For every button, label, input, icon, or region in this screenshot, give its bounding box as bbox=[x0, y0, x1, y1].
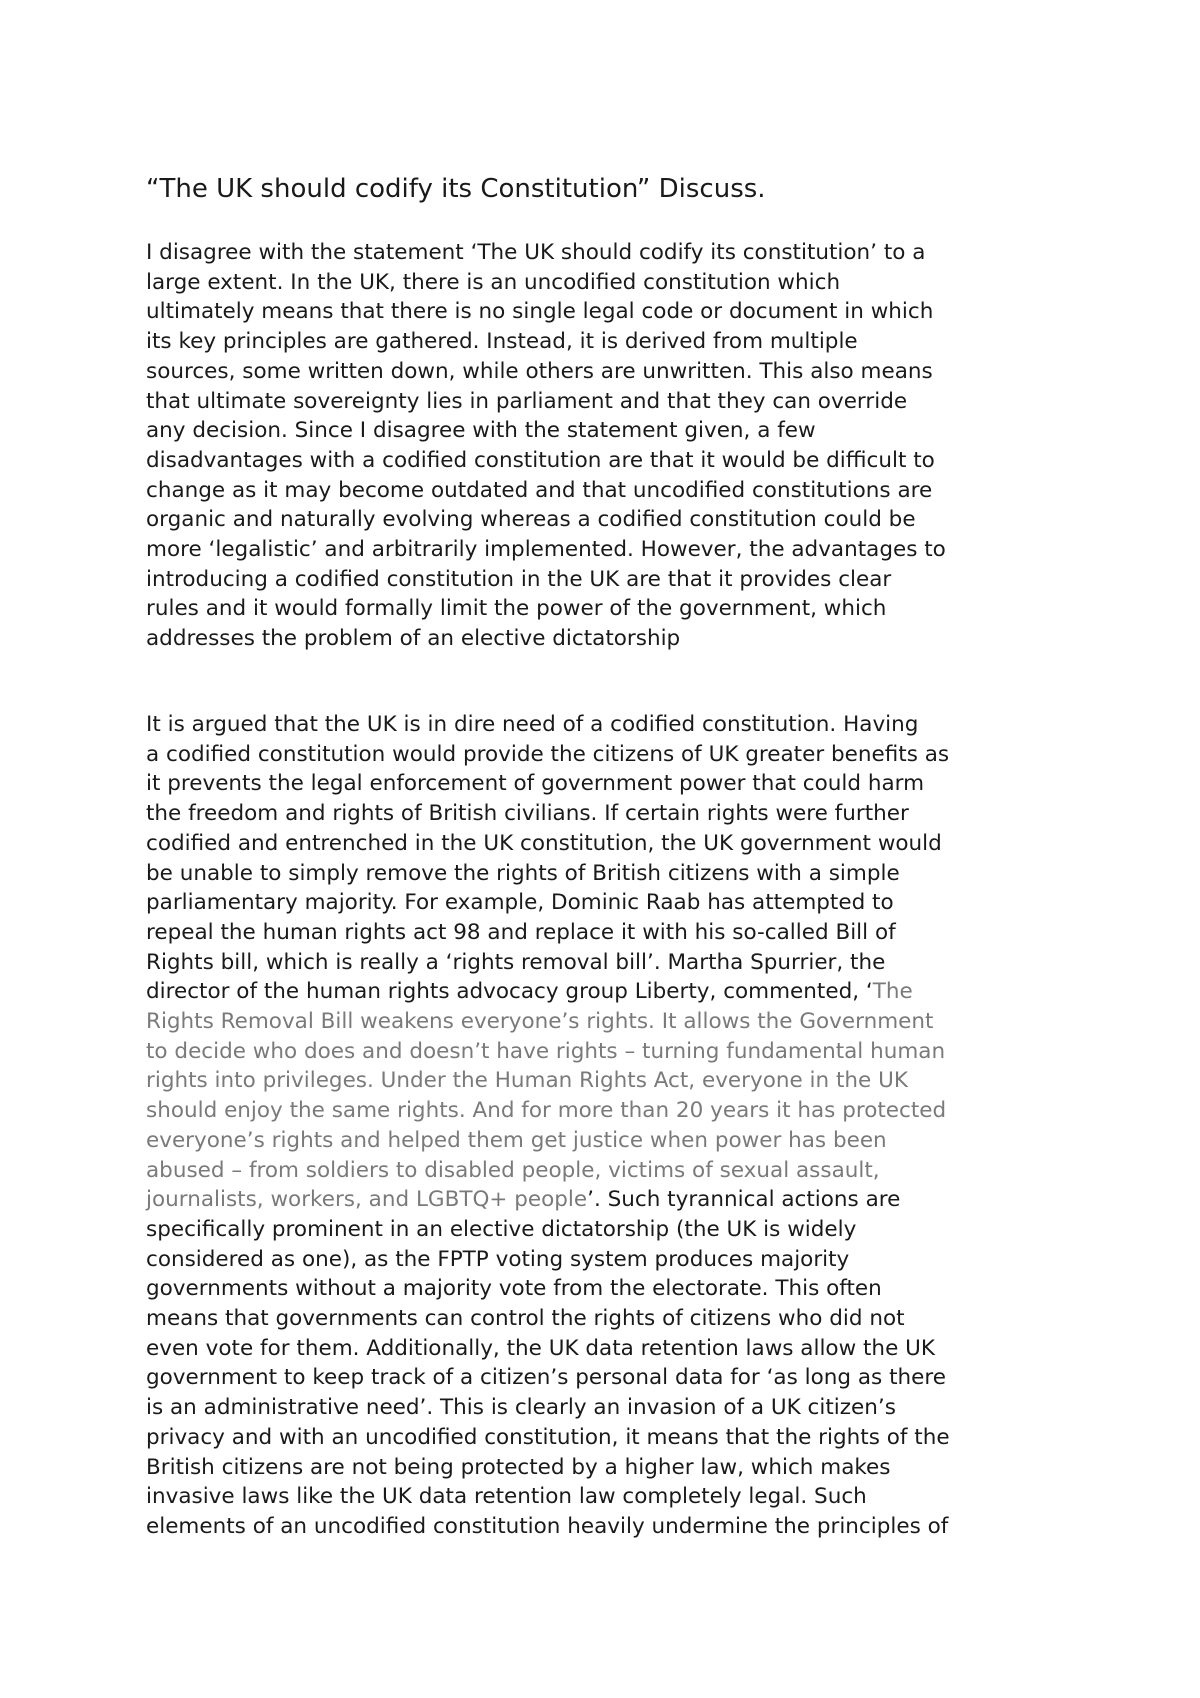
text-line: ultimately means that there is no single legal code or document in which bbox=[146, 299, 934, 325]
text-line: codified and entrenched in the UK constitution, the UK government would bbox=[146, 830, 942, 856]
text-line: It is argued that the UK is in dire need of a codified constitution. Having bbox=[146, 712, 919, 737]
text-line: governments without a majority vote from the electorate. This often bbox=[146, 1276, 882, 1302]
text-line: considered as one), as the FPTP voting system produces majority bbox=[146, 1246, 850, 1272]
quote-line: to decide who does and doesn’t have rights – turning fundamental human bbox=[146, 1038, 946, 1064]
quote-segment: The bbox=[872, 979, 913, 1005]
text-line: organic and naturally evolving whereas a codified constitution could be bbox=[146, 507, 916, 533]
text-line: rules and it would formally limit the power of the government, which bbox=[146, 596, 887, 622]
text-line: sources, some written down, while others are unwritten. This also means bbox=[146, 358, 933, 384]
text-line: is an administrative need’. This is clearly an invasion of a UK citizen’s bbox=[146, 1395, 896, 1421]
text-line: I disagree with the statement ‘The UK should codify its constitution’ to a bbox=[146, 240, 926, 265]
text-segment: ’. Such tyrannical actions are bbox=[587, 1187, 901, 1213]
text-line: that ultimate sovereignty lies in parliament and that they can override bbox=[146, 388, 908, 414]
text-line: even vote for them. Additionally, the UK data retention laws allow the UK bbox=[146, 1335, 935, 1361]
text-line: a codified constitution would provide the citizens of UK greater benefits as bbox=[146, 741, 950, 767]
text-line: Rights bill, which is really a ‘rights removal bill’. Martha Spurrier, the bbox=[146, 949, 886, 975]
text-line bbox=[146, 1185, 1068, 1215]
text-line: addresses the problem of an elective dictatorship bbox=[146, 626, 681, 652]
quote-line: should enjoy the same rights. And for more than 20 years it has protected bbox=[146, 1098, 947, 1124]
paragraph-introduction bbox=[146, 238, 1068, 654]
quote-line: rights into privileges. Under the Human Rights Act, everyone in the UK bbox=[146, 1068, 908, 1094]
text-line: more ‘legalistic’ and arbitrarily implemented. However, the advantages to bbox=[146, 537, 946, 563]
text-line: repeal the human rights act 98 and replace it with his so-called Bill of bbox=[146, 919, 896, 945]
text-line: be unable to simply remove the rights of British citizens with a simple bbox=[146, 860, 900, 886]
text-line: it prevents the legal enforcement of government power that could harm bbox=[146, 771, 925, 797]
text-line: British citizens are not being protected by a higher law, which makes bbox=[146, 1454, 891, 1480]
quote-line: everyone’s rights and helped them get justice when power has been bbox=[146, 1127, 887, 1153]
text-line: government to keep track of a citizen’s personal data for ‘as long as there bbox=[146, 1365, 946, 1391]
quote-segment: journalists, workers, and LGBTQ+ people bbox=[146, 1187, 588, 1213]
quote-line: Rights Removal Bill weakens everyone’s rights. It allows the Government bbox=[146, 1009, 934, 1035]
text-line: its key principles are gathered. Instead, it is derived from multiple bbox=[146, 329, 858, 355]
quote-line: abused – from soldiers to disabled people, victims of sexual assault, bbox=[146, 1157, 880, 1183]
text-line: elements of an uncodified constitution heavily undermine the principles of bbox=[146, 1513, 949, 1539]
text-line: parliamentary majority. For example, Dominic Raab has attempted to bbox=[146, 890, 894, 916]
text-line: specifically prominent in an elective dictatorship (the UK is widely bbox=[146, 1216, 857, 1242]
essay-title: “The UK should codify its Constitution” Discuss. bbox=[146, 174, 766, 204]
paragraph-argument bbox=[146, 710, 1068, 1542]
text-line bbox=[146, 977, 1068, 1007]
text-line: privacy and with an uncodified constitution, it means that the rights of the bbox=[146, 1424, 950, 1450]
text-segment: director of the human rights advocacy group Liberty, commented, ‘ bbox=[146, 979, 873, 1005]
text-line: any decision. Since I disagree with the statement given, a few bbox=[146, 418, 816, 444]
text-line: means that governments can control the rights of citizens who did not bbox=[146, 1306, 905, 1332]
text-line: invasive laws like the UK data retention law completely legal. Such bbox=[146, 1484, 867, 1510]
text-line: introducing a codified constitution in the UK are that it provides clear bbox=[146, 566, 892, 592]
text-line: change as it may become outdated and that uncodified constitutions are bbox=[146, 477, 933, 503]
text-line: disadvantages with a codified constitution are that it would be difficult to bbox=[146, 447, 935, 473]
text-line: large extent. In the UK, there is an uncodified constitution which bbox=[146, 269, 841, 295]
text-line: the freedom and rights of British civilians. If certain rights were further bbox=[146, 801, 909, 827]
